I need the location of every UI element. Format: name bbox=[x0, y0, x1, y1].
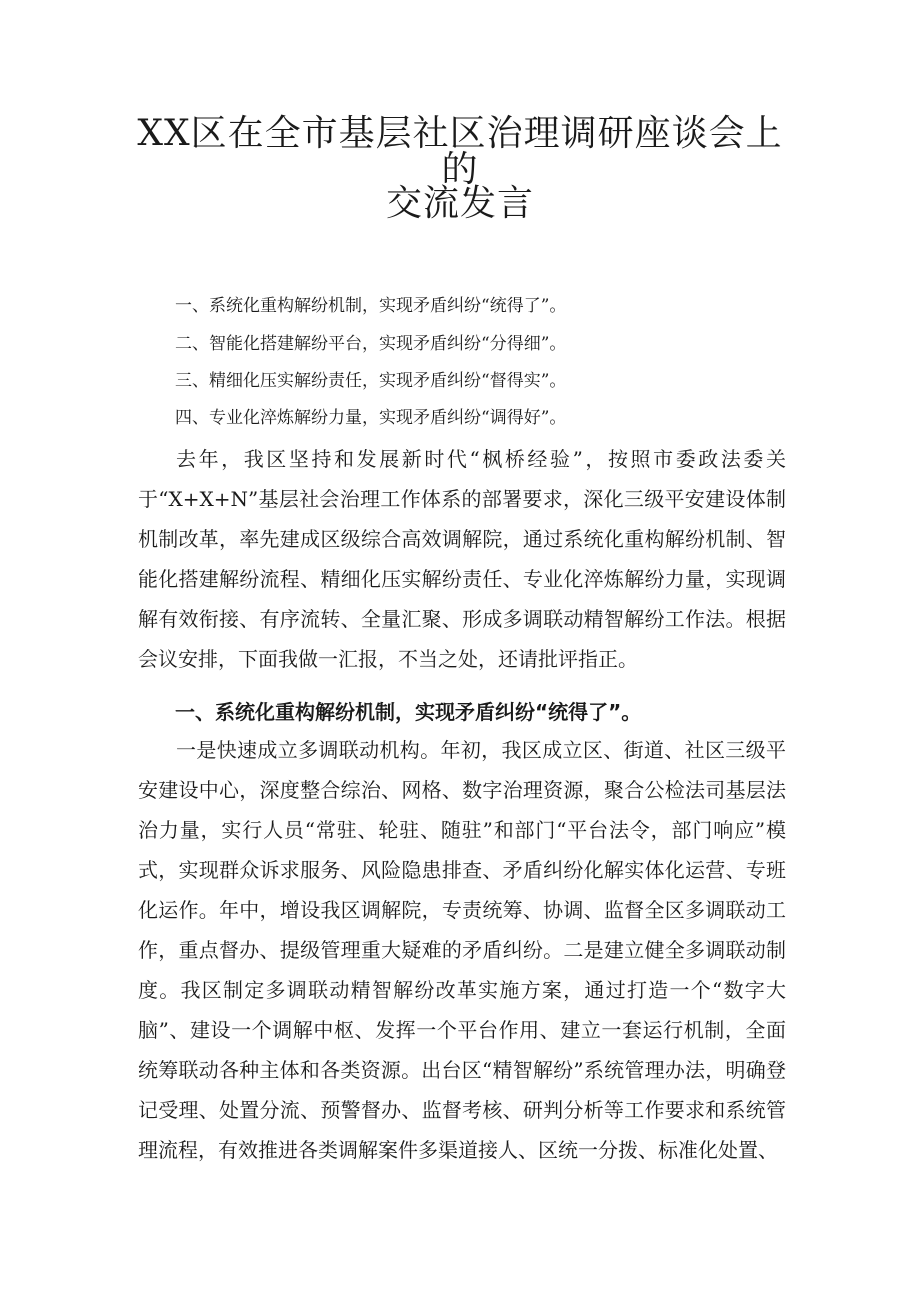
document-title-line-2: 交流发言 bbox=[385, 183, 534, 224]
outline-item-4: 四、专业化淬炼解纷力量，实现矛盾纠纷“调得好”。 bbox=[175, 408, 567, 428]
intro-paragraph: 去年，我区坚持和发展新时代“枫桥经验”，按照市委政法委关于“X+X+N”基层社会治理工作体系的部署要求，深化三级平安建设体制机制改革，率先建成区级综合高效调解院，通过系统化重构解纷机制、智能化搭建解纷流程、精细化压实解纷责任、专业化淬炼解纷力量，实现调解有效衔接、有序流转、全量汇聚、形成多调联动精智解纷工作法。根据会议安排，下面我做一汇报，不当之处，还请批评指正。 bbox=[138, 447, 786, 671]
document-title-line-1: XX区在全市基层社区治理调研座谈会上的 bbox=[137, 113, 783, 190]
section-1-paragraph: 一是快速成立多调联动机构。年初，我区成立区、街道、社区三级平安建设中心，深度整合综治、网格、数字治理资源，聚合公检法司基层法治力量，实行人员“常驻、轮驻、随驻”和部门“平台法令，部门响应”模式，实现群众诉求服务、风险隐患排查、矛盾纠纷化解实体化运营、专班化运作。年中，增设我区调解院，专责统筹、协调、监督全区多调联动工作，重点督办、提级管理重大疑难的矛盾纠纷。二是建立健全多调联动制度。我区制定多调联动精智解纷改革实施方案，通过打造一个“数字大脑”、建设一个调解中枢、发挥一个平台作用、建立一套运行机制，全面统筹联动各种主体和各类资源。出台区“精智解纷”系统管理办法，明确登记受理、处置分流、预警督办、监督考核、研判分析等工作要求和系统管理流程，有效推进各类调解案件多渠道接人、区统一分拨、标准化处置、 bbox=[138, 738, 786, 1162]
outline-item-1: 一、系统化重构解纷机制，实现矛盾纠纷“统得了”。 bbox=[175, 296, 567, 316]
outline-item-2: 二、智能化搭建解纷平台，实现矛盾纠纷“分得细”。 bbox=[175, 334, 567, 354]
section-1-heading: 一、系统化重构解纷机制，实现矛盾纠纷“统得了”。 bbox=[175, 700, 642, 724]
outline-item-3: 三、精细化压实解纷责任，实现矛盾纠纷“督得实”。 bbox=[175, 371, 567, 391]
